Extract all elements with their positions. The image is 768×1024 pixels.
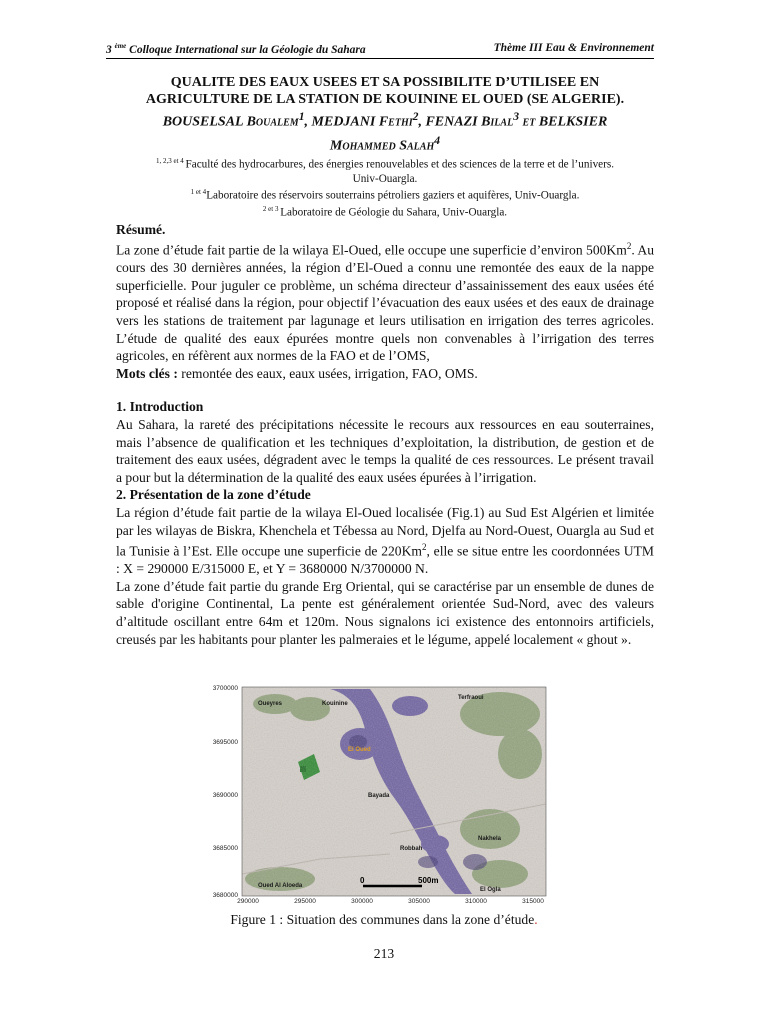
scale-label: 500m xyxy=(418,876,439,885)
section-2-heading: 2. Présentation de la zone d’étude xyxy=(116,487,311,503)
page-number: 213 xyxy=(373,946,395,961)
y-tick-3680000: 3680000 xyxy=(212,892,238,899)
figure-1-map xyxy=(200,684,550,904)
label-kouinine: Kouinine xyxy=(322,701,348,707)
y-tick-3695000: 3695000 xyxy=(212,739,238,746)
header-theme: Thème III Eau & Environnement xyxy=(493,42,654,54)
y-tick-3690000: 3690000 xyxy=(212,792,238,799)
running-header xyxy=(106,42,654,59)
x-tick-300000: 300000 xyxy=(351,898,373,904)
paper-title: QUALITE DES EAUX USEES ET SA POSSIBILITE D’UTILISEE EN AGRICULTURE DE LA STATION DE KOUININE EL OUED (SE ALGERIE). xyxy=(145,75,625,107)
figure-1-caption: Figure 1 : Situation des communes dans la zone d’étude. xyxy=(230,912,538,927)
section-2-paragraph-2: La zone d’étude fait partie du grande Erg Oriental, qui se caractérise par un ensemble de dunes de sable d'origine Continental, La pente est généralement orientée Sud-Nord, avec des valeurs d’altitude oscillant entre 64m et 120m. Nous signalons ici existence des entonnoirs artificiels, creusés par les habitants pour planter les palmeraies et le légume, appelé localement « ghout ». xyxy=(116,578,654,647)
abstract-heading: Résumé. xyxy=(116,221,166,237)
y-tick-3685000: 3685000 xyxy=(212,845,238,852)
label-el-ogla: El Ogla xyxy=(480,887,501,893)
y-axis-ticks xyxy=(213,685,239,899)
x-tick-295000: 295000 xyxy=(294,898,316,904)
label-oued-al-aloeda: Oued Al Aloeda xyxy=(258,883,303,889)
affiliation-2: $^{1 et 4}$Laboratoire des réservoirs souterrains pétroliers gaziers et aquifères, Univ-Ouargla. xyxy=(190,188,580,202)
author-list: BOUSELSAL Boualem$^1$, MEDJANI Fethi$^2$, FENAZI Bilal$^3$ et BELKSIER Mohammed Salah$^4$ xyxy=(162,110,608,154)
x-tick-290000: 290000 xyxy=(237,898,259,904)
abstract-text: La zone d’étude fait partie de la wilaya El-Oued, elle occupe une superficie d’environ 500Km$^2$. Au cours des 30 dernières années, la région d’El-Oued a connu une remontée des eaux de la nappe superficielle. Pour juguler ce problème, un schéma directeur d’assainissement des eaux usées été proposé et réalisé dans la région, pour objectif l’évacuation des eaux usées et des eaux de drainage vers les stations de traitement par lagunage et leurs utilisation en irrigation des terres agricoles. L’étude de qualité des eaux épurées montre quels non convenables à l’irrigation des terres agricoles, en réfèrent aux normes de la FAO et de l’OMS, xyxy=(116,241,654,364)
label-el-oued: El Oued xyxy=(348,747,371,753)
header-conference: 3 $^{ème}$ Colloque International sur la Géologie du Sahara xyxy=(106,42,366,56)
map-image xyxy=(242,687,546,896)
label-oueyres: Oueyres xyxy=(258,701,283,707)
affiliation-1-cont: Univ-Ouargla. xyxy=(352,172,418,185)
section-2-paragraph-1: La région d’étude fait partie de la wilaya El-Oued localisée (Fig.1) au Sud Est Algérien et limitée par les wilayas de Biskra, Khenchela et Tébessa au Nord, Djelfa au Nord-Ouest, Ouargla au Sud et la Tunisie à l’Est. Elle occupe une superficie de 220Km$^2$, elle se situe entre les coordonnées UTM : X = 290000 E/315000 E, et Y = 3680000 N/3700000 N. xyxy=(116,504,654,577)
keywords: Mots clés : remontée des eaux, eaux usées, irrigation, FAO, OMS. xyxy=(116,365,478,381)
x-tick-315000: 315000 xyxy=(522,898,544,904)
scale-zero: 0 xyxy=(360,876,365,885)
section-1-text: Au Sahara, la rareté des précipitations nécessite le recours aux ressources en eau souterraines, mais l’absence de qualification et les techniques d’exploitation, la distribution, de gestion et de traitement des eaux usées, dégradent avec le temps la qualité de ces ressources. Le présent travail a pour but la détermination de la qualité des eaux usées épurées à l’irrigation. xyxy=(116,416,654,485)
section-1-heading: 1. Introduction xyxy=(116,399,204,415)
label-bayada: Bayada xyxy=(368,793,390,799)
label-nakhela: Nakhela xyxy=(478,836,502,842)
x-axis-ticks xyxy=(237,898,544,904)
x-tick-310000: 310000 xyxy=(465,898,487,904)
x-tick-305000: 305000 xyxy=(408,898,430,904)
label-robbah: Robbah xyxy=(400,846,423,852)
y-tick-3700000: 3700000 xyxy=(212,685,238,692)
affiliation-1: $^{1, 2,3 et 4}$ Faculté des hydrocarbures, des énergies renouvelables et des sciences de la terre et de l’univers. xyxy=(155,157,615,172)
label-terfraoui: Terfraoui xyxy=(458,695,484,701)
affiliation-3: $^{2 et 3}$ Laboratoire de Géologie du Sahara, Univ-Ouargla. xyxy=(262,205,508,220)
article-body xyxy=(116,75,654,648)
